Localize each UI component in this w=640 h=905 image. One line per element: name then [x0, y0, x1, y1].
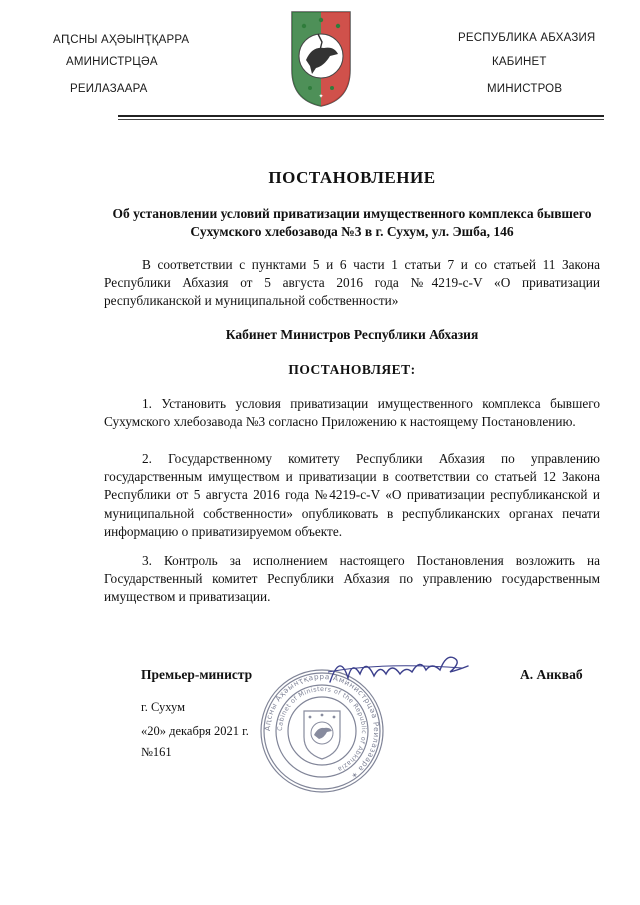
header-left-line-1: АԤСНЫ АҲӘЫНҬҚАРРА [53, 34, 190, 46]
svg-text:Cabinet of Ministers of the Re: Cabinet of Ministers of the Republic of Abkhazia [275, 684, 369, 774]
header-right-line-1: РЕСПУБЛИКА АБХАЗИЯ [458, 32, 596, 44]
signatory-name: А. Анкваб [520, 667, 583, 682]
svg-text:✦: ✦ [318, 93, 324, 100]
issuing-body: Кабинет Министров Республики Абхазия [225, 327, 479, 342]
svg-text:Аԥсны Аҳәынҭқарра Аминистрцәа: Аԥсны Аҳәынҭқарра Аминистрцәа Реилазаара ✶ [262, 671, 382, 781]
resolution-item-3: 3. Контроль за исполнением настоящего Постановления возложить на Государственный комитет Республики Абхазия по управлению государственным имуществом и приватизации. [104, 553, 600, 605]
header-divider-thin [118, 119, 604, 120]
handwritten-signature [322, 648, 472, 688]
header-divider-thick [118, 115, 604, 117]
header-left-line-2: АМИНИСТРЦӘА [66, 56, 158, 68]
resolution-item-2: 2. Государственному комитету Республики Абхазия по управлению государственным имуществом и приватизации в соответствии со статьей 12 Закона Республики от 5 августа 2016 года №4219-с-V «О приватизации республиканской и муниципальной собственности» опубликовать в республиканских органах печати информацию о приватизируемом объекте. [104, 451, 600, 539]
issue-date: «20» декабря 2021 г. [141, 724, 249, 738]
signatory-title: Премьер-министр [141, 667, 253, 682]
document-title: ПОСТАНОВЛЕНИЕ [268, 168, 436, 187]
document-number: №161 [141, 745, 172, 759]
state-emblem-icon [290, 8, 352, 108]
issue-city: г. Сухум [141, 700, 186, 714]
resolution-item-1: 1. Установить условия приватизации имущественного комплекса бывшего Сухумского хлебозавода №3 согласно Приложению к настоящему Постановлению. [104, 396, 600, 430]
resolves-heading: ПОСТАНОВЛЯЕТ: [288, 362, 416, 377]
preamble-paragraph: В соответствии с пунктами 5 и 6 части 1 статьи 7 и со статьей 11 Закона Республики Абхазия от 5 августа 2016 года №4219-с-V «О приватизации республиканской и муниципальной собственности» [104, 257, 600, 309]
header-right-line-3: МИНИСТРОВ [487, 83, 563, 95]
document-subtitle: Об установлении условий приватизации имущественного комплекса бывшего Сухумского хлебозавода №3 в г. Сухум, ул. Эшба, 146 [112, 206, 592, 239]
header-left-line-3: РЕИЛАЗААРА [70, 83, 148, 95]
header-right-line-2: КАБИНЕТ [492, 56, 547, 68]
